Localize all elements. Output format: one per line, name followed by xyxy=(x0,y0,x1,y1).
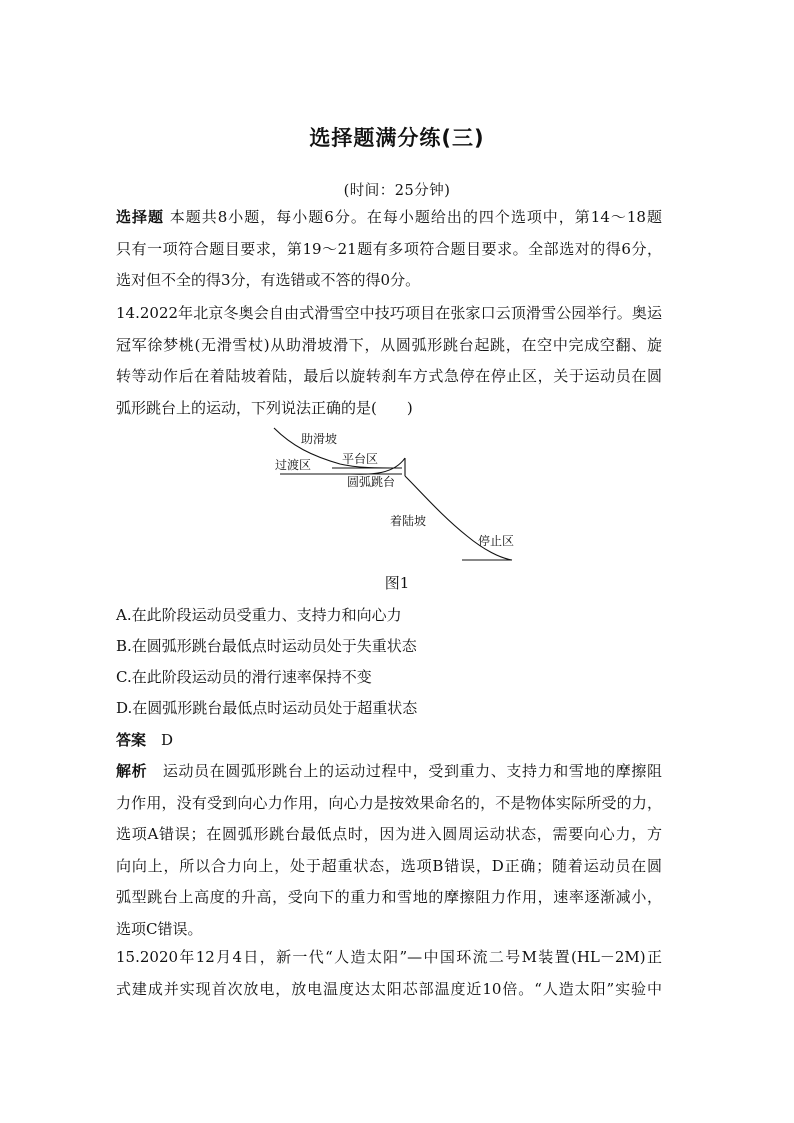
answer-label: 答案 xyxy=(116,731,147,749)
instructions xyxy=(116,202,662,297)
analysis-line-4: 向向上，所以合力向上，处于超重状态，选项B错误，D正确；随着运动员在圆 xyxy=(116,856,662,875)
answer-value: D xyxy=(161,731,174,749)
analysis-line-3: 选项A错误；在圆弧形跳台最低点时，因为进入圆周运动状态，需要向心力，方 xyxy=(116,825,662,843)
instructions-lead: 选择题 xyxy=(116,208,164,226)
instructions-line-3: 选对但不全的得3分，有选错或不答的得0分。 xyxy=(116,271,421,289)
question-14-stem xyxy=(116,298,662,424)
q14-line-1: 14.2022年北京冬奥会自由式滑雪空中技巧项目在张家口云顶滑雪公园举行。奥运 xyxy=(116,304,662,322)
q14-line-3: 转等动作后在着陆坡着陆，最后以旋转刹车方式急停在停止区，关于运动员在圆 xyxy=(116,367,662,385)
q15-line-2: 式建成并实现首次放电，放电温度达太阳芯部温度近10倍。“人造太阳”实验中 xyxy=(116,979,662,998)
q14-line-2: 冠军徐梦桃(无滑雪杖)从助滑坡滑下，从圆弧形跳台起跳，在空中完成空翻、旋 xyxy=(116,335,662,354)
figure-caption: 图1 xyxy=(384,574,410,592)
option-b: B.在圆弧形跳台最低点时运动员处于失重状态 xyxy=(116,637,417,655)
time-note: (时间：25分钟) xyxy=(343,183,451,199)
analysis-label: 解析 xyxy=(116,762,148,780)
option-d: D.在圆弧形跳台最低点时运动员处于超重状态 xyxy=(116,699,418,717)
label-arc-jump: 圆弧跳台 xyxy=(347,475,396,489)
label-transition: 过渡区 xyxy=(275,458,312,472)
q14-line-4: 弧形跳台上的运动，下列说法正确的是( ) xyxy=(116,398,413,417)
label-platform: 平台区 xyxy=(342,452,379,466)
analysis-line-2: 力作用，没有受到向心力作用，向心力是按效果命名的，不是物体实际所受的力， xyxy=(116,793,662,812)
label-landing-slope: 着陆坡 xyxy=(390,514,427,528)
analysis xyxy=(116,756,662,945)
page-title: 选择题满分练(三) xyxy=(309,126,485,150)
instructions-line-2: 只有一项符合题目要求，第19～21题有多项符合题目要求。全部选对的得6分， xyxy=(116,239,662,258)
question-15-stem xyxy=(116,942,662,1005)
analysis-line-1: 解析 运动员在圆弧形跳台上的运动过程中，受到重力、支持力和雪地的摩擦阻 xyxy=(116,762,662,780)
option-c: C.在此阶段运动员的滑行速率保持不变 xyxy=(116,668,372,686)
label-stop-area: 停止区 xyxy=(478,534,515,548)
analysis-line-6: 选项C错误。 xyxy=(116,919,203,938)
answer-row xyxy=(116,729,173,750)
instructions-line-1: 选择题 本题共8小题，每小题6分。在每小题给出的四个选项中，第14～18题 xyxy=(116,208,662,226)
q15-line-1: 15.2020年12月4日，新一代“人造太阳”—中国环流二号M装置(HL－2M)正 xyxy=(116,948,662,966)
analysis-line-5: 弧型跳台上高度的升高，受向下的重力和雪地的摩擦阻力作用，速率逐渐减小， xyxy=(116,888,662,906)
label-run-in-slope: 助滑坡 xyxy=(301,432,338,446)
option-a: A.在此阶段运动员受重力、支持力和向心力 xyxy=(116,606,402,624)
ski-jump-figure xyxy=(262,418,532,568)
